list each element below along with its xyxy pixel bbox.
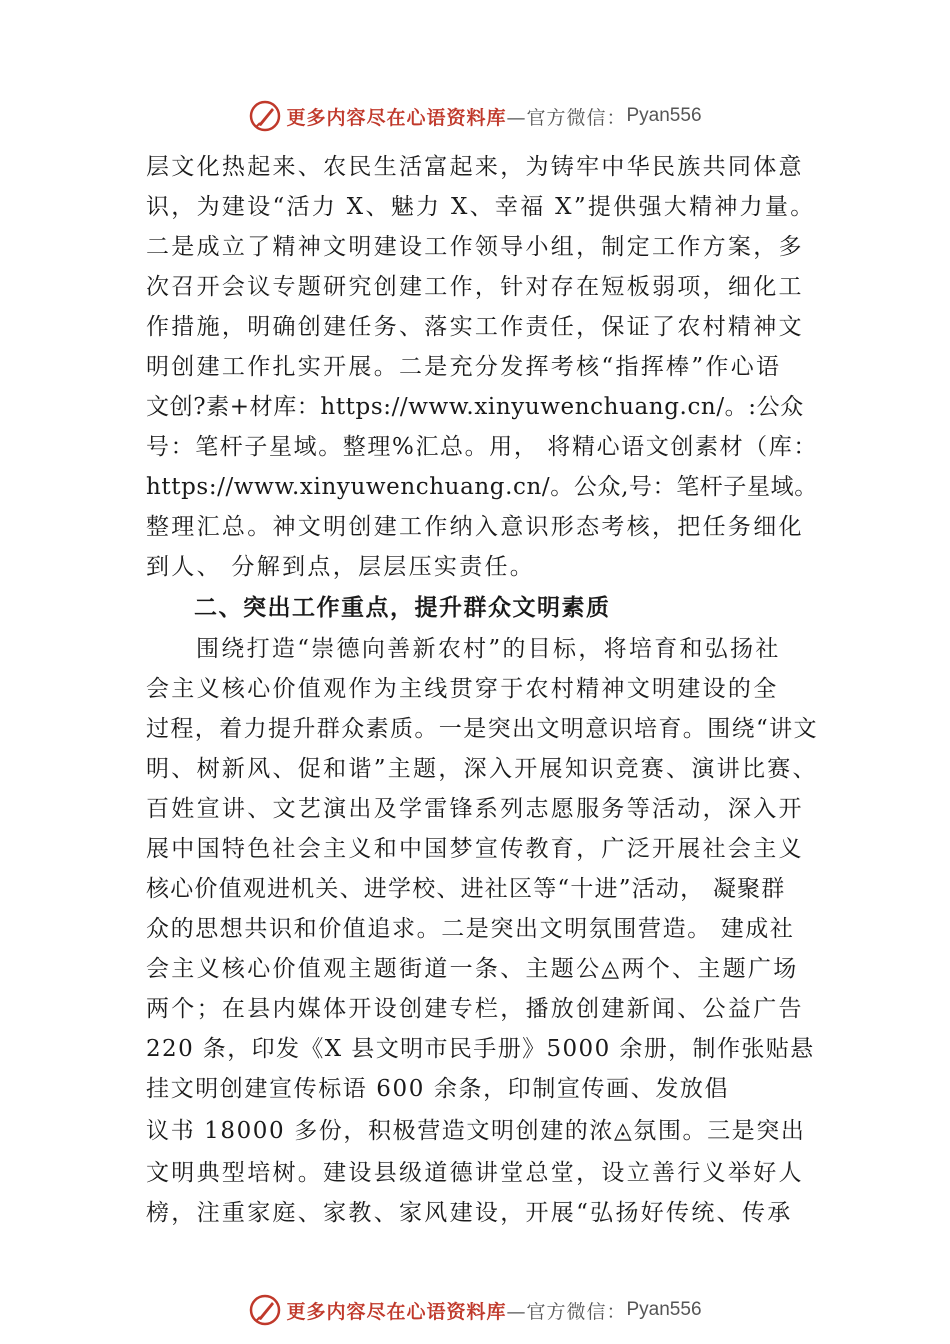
footer-watermark-banner bbox=[0, 1288, 950, 1332]
brand-text: 更多内容尽在心语资料库 bbox=[286, 1300, 507, 1323]
text-line: 文创?素+材库：https://www.xinyuwenchuang.cn/。:公众 bbox=[146, 394, 804, 420]
separator-text: —官方微信： bbox=[506, 1300, 627, 1323]
text-line: 众的思想共识和价值追求。二是突出文明氛围营造。 建成社 bbox=[146, 916, 795, 942]
text-line: 明创建工作扎实开展。二是充分发挥考核“指挥棒”作心语 bbox=[146, 354, 782, 380]
text-line: 核心价值观进机关、进学校、进社区等“十进”活动， 凝聚群 bbox=[146, 876, 786, 902]
text-line: 过程，着力提升群众素质。一是突出文明意识培育。围绕“讲文 bbox=[146, 716, 818, 742]
header-watermark-banner bbox=[0, 94, 950, 138]
text-line: 两个；在县内媒体开设创建专栏，播放创建新闻、公益广告 bbox=[146, 996, 804, 1022]
text-line: 议书 18000 多份，积极营造文明创建的浓◬氛围。三是突出 bbox=[146, 1118, 806, 1144]
text-line: 二是成立了精神文明建设工作领导小组，制定工作方案，多 bbox=[146, 234, 804, 260]
text-line: 会主义核心价值观主题街道一条、主题公◬两个、主题广场 bbox=[146, 956, 799, 982]
text-line: https://www.xinyuwenchuang.cn/。公众,号：笔杆子星域。 bbox=[146, 474, 818, 500]
text-line: 整理汇总。神文明创建工作纳入意识形态考核，把任务细化 bbox=[146, 514, 804, 540]
text-line: 百姓宣讲、文艺演出及学雷锋系列志愿服务等活动，深入开 bbox=[146, 796, 804, 822]
wechat-id: Pyan556 bbox=[626, 1299, 702, 1320]
text-line: 作措施，明确创建任务、落实工作责任，保证了农村精神文 bbox=[146, 314, 804, 340]
text-line: 文明典型培树。建设县级道德讲堂总堂，设立善行义举好人 bbox=[146, 1160, 804, 1186]
text-line: 围绕打造“崇德向善新农村”的目标，将培育和弘扬社 bbox=[196, 636, 781, 662]
text-line: 次召开会议专题研究创建工作，针对存在短板弱项，细化工 bbox=[146, 274, 804, 300]
text-line: 号：笔杆子星域。整理%汇总。用， 将精心语文创素材（库： bbox=[146, 434, 818, 460]
brand-text: 更多内容尽在心语资料库 bbox=[286, 106, 507, 129]
wechat-id: Pyan556 bbox=[626, 105, 702, 126]
text-line: 220 条，印发《X 县文明市民手册》5000 余册，制作张贴悬 bbox=[146, 1036, 815, 1062]
quill-pen-icon bbox=[248, 1293, 282, 1327]
text-line: 明、树新风、促和谐”主题，深入开展知识竞赛、演讲比赛、 bbox=[146, 756, 818, 782]
text-line: 到人、 分解到点，层层压实责任。 bbox=[146, 554, 536, 580]
separator-text: —官方微信： bbox=[506, 106, 627, 129]
text-line: 展中国特色社会主义和中国梦宣传教育，广泛开展社会主义 bbox=[146, 836, 804, 862]
text-line: 挂文明创建宣传标语 600 余条，印制宣传画、发放倡 bbox=[146, 1076, 730, 1102]
text-line: 识，为建设“活力 X、魅力 X、幸福 X”提供强大精神力量。 bbox=[146, 194, 816, 220]
quill-pen-icon bbox=[248, 99, 282, 133]
text-line: 层文化热起来、农民生活富起来，为铸牢中华民族共同体意 bbox=[146, 154, 804, 180]
section-heading: 二、突出工作重点，提升群众文明素质 bbox=[194, 595, 611, 621]
text-line: 榜，注重家庭、家教、家风建设，开展“弘扬好传统、传承 bbox=[146, 1200, 793, 1226]
text-line: 会主义核心价值观作为主线贯穿于农村精神文明建设的全 bbox=[146, 676, 779, 702]
